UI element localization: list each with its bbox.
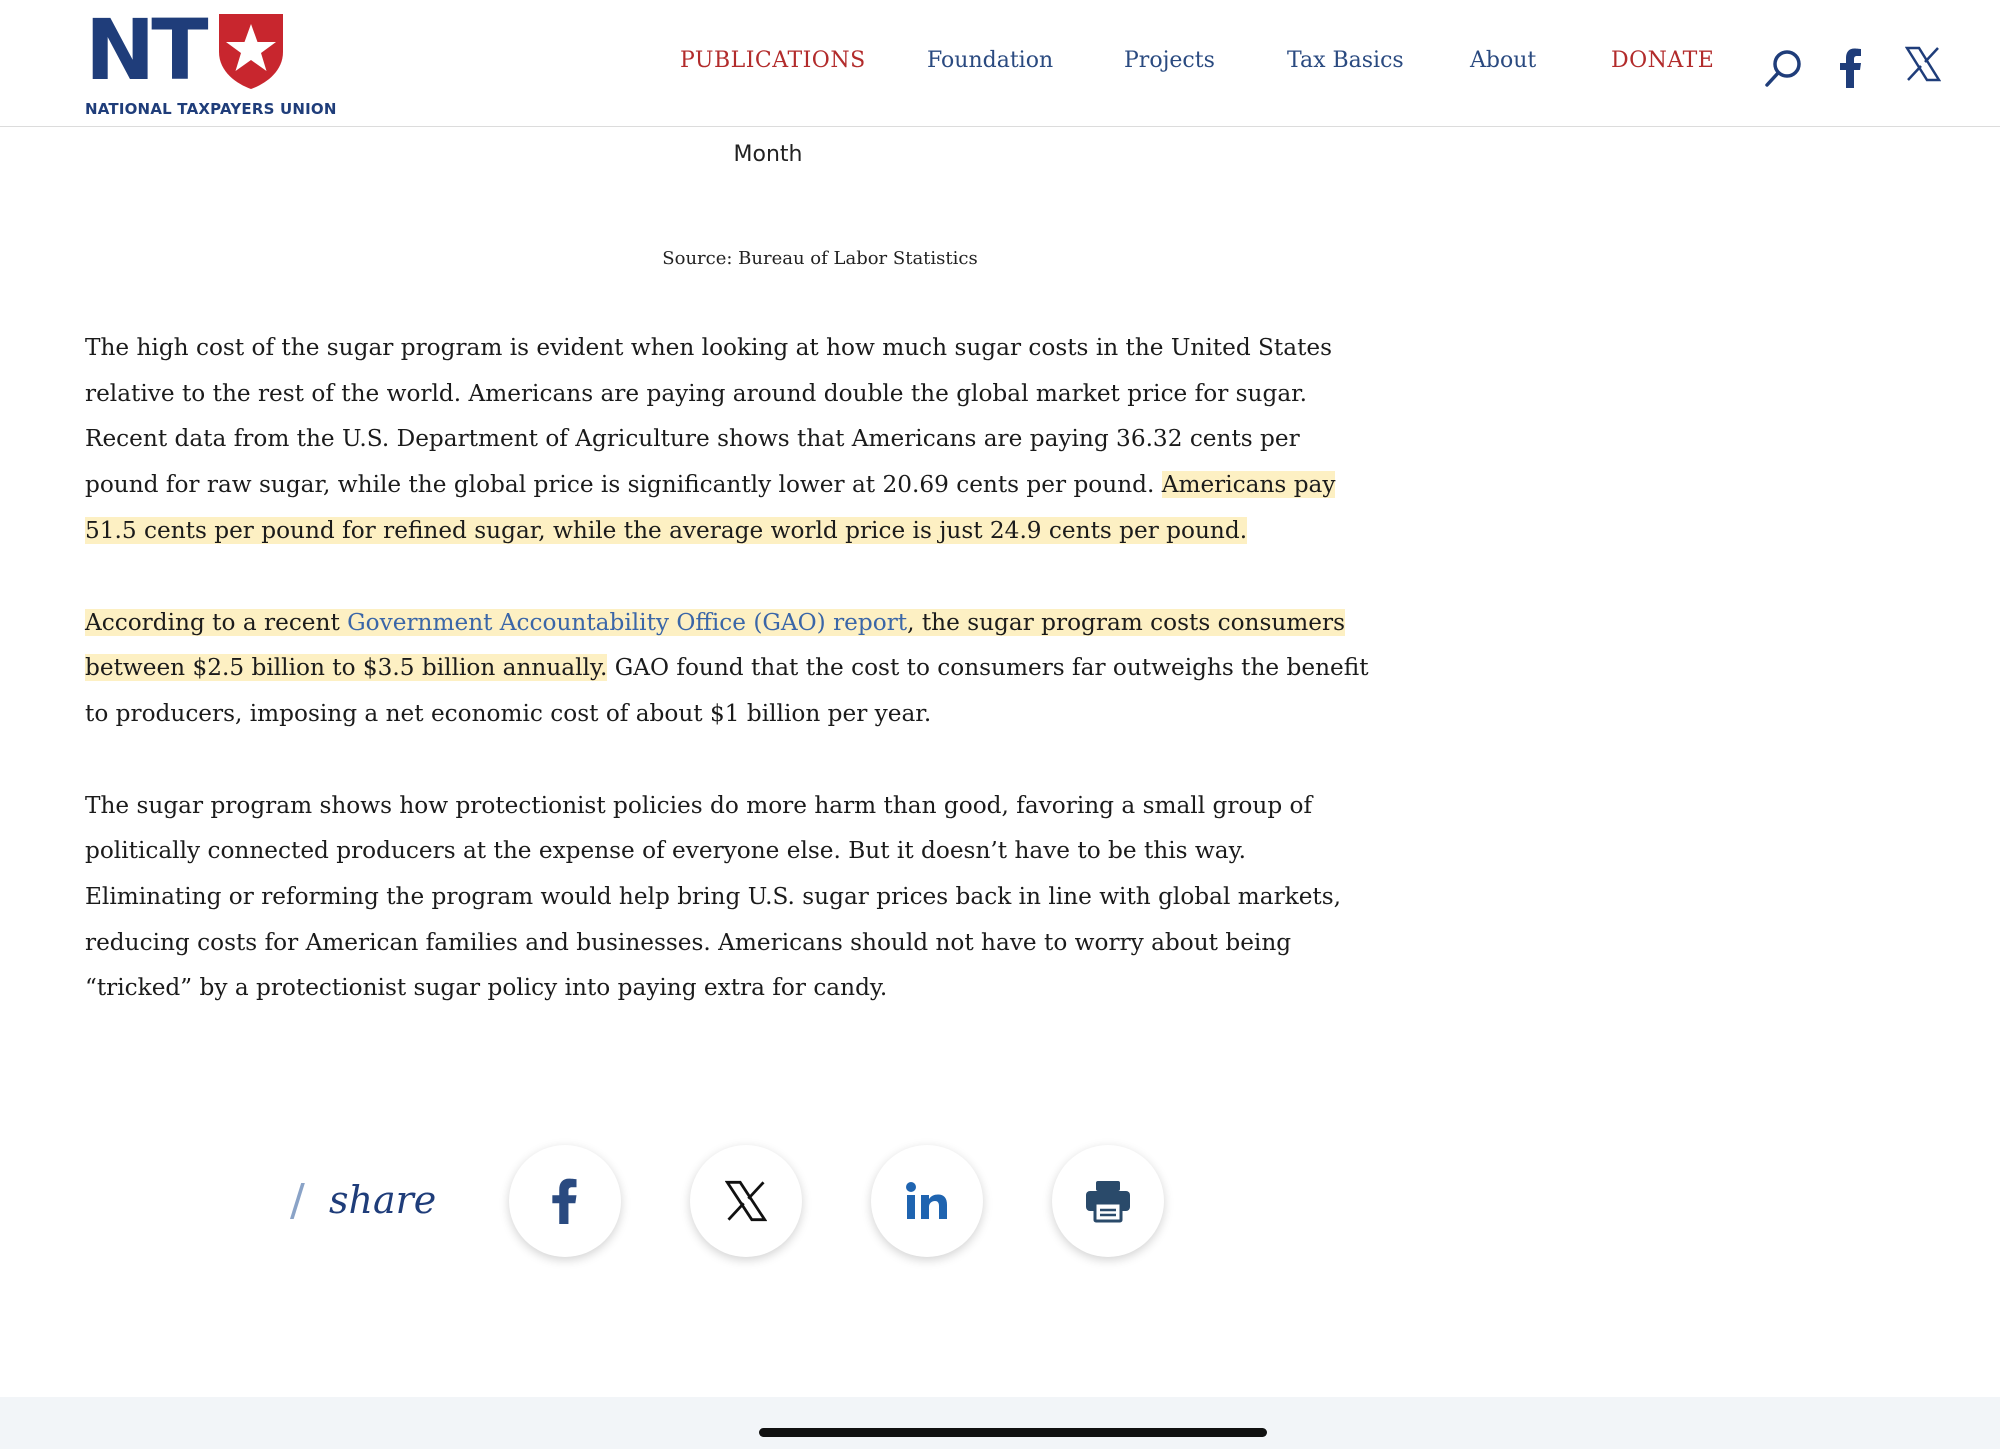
site-header — [0, 0, 2000, 127]
paragraph-2-highlight-start: According to a recent — [85, 608, 348, 636]
paragraph-1-text: The high cost of the sugar program is evident when looking at how much sugar costs in the United States relative to the rest of the world. Americans are paying around double the global market price for sugar. Recent data from the U.S. Department of Agriculture shows that Americans are paying 36.32 cents per pound for raw sugar, while the global price is significantly lower at 20.69 cents per pound. — [85, 334, 1333, 499]
paragraph-2-text: GAO found that the cost to consumers far outweighs the benefit to producers, imposing a net economic cost of about $1 billion per year. — [85, 654, 1369, 727]
facebook-icon — [552, 1178, 578, 1224]
share-label: share — [329, 1178, 437, 1222]
footer-band — [0, 1397, 2000, 1449]
linkedin-icon — [905, 1181, 949, 1221]
share-x-button[interactable] — [690, 1145, 802, 1257]
logo-letters: NT — [85, 1, 205, 99]
facebook-icon[interactable] — [1840, 48, 1862, 88]
nav-publications[interactable]: PUBLICATIONS — [680, 48, 866, 73]
chart-x-axis-label: Month — [733, 142, 803, 167]
chart-source: Source: Bureau of Labor Statistics — [662, 248, 978, 269]
ntu-logo[interactable] — [85, 1, 337, 118]
share-slash: / — [290, 1175, 305, 1226]
logo-subtitle: NATIONAL TAXPAYERS UNION — [85, 100, 337, 118]
logo-shield-star-icon — [215, 12, 287, 90]
share-facebook-button[interactable] — [509, 1145, 621, 1257]
paragraph-1-highlight: Americans pay 51.5 cents per pound for refined sugar, while the average world price is just 24.9 cents per pound. — [85, 471, 1336, 544]
share-print-button[interactable] — [1052, 1145, 1164, 1257]
print-icon — [1084, 1179, 1132, 1223]
nav-about[interactable]: About — [1470, 48, 1537, 73]
gao-report-link[interactable]: Government Accountability Office (GAO) report — [347, 608, 908, 636]
nav-projects[interactable]: Projects — [1124, 48, 1215, 73]
paragraph-2-highlight-end: , the sugar program costs consumers between $2.5 billion to $3.5 billion annually. — [85, 608, 1346, 682]
x-icon — [725, 1180, 767, 1222]
article-paragraph-1 — [85, 325, 1375, 554]
search-icon[interactable] — [1764, 48, 1804, 88]
x-icon[interactable] — [1905, 46, 1941, 82]
nav-tax-basics[interactable]: Tax Basics — [1287, 48, 1404, 73]
nav-foundation[interactable]: Foundation — [927, 48, 1054, 73]
home-indicator[interactable] — [759, 1428, 1267, 1437]
article-body — [85, 325, 1375, 1057]
article-paragraph-2 — [85, 600, 1375, 737]
nav-donate[interactable]: DONATE — [1611, 48, 1715, 73]
article-paragraph-3: The sugar program shows how protectionist policies do more harm than good, favoring a small group of politically connected producers at the expense of everyone else. But it doesn’t have to be this way. Eliminating or reforming the program would help bring U.S. sugar prices back in line with global markets, reducing costs for American families and businesses. Americans should not have to worry about being “tricked” by a protectionist sugar policy into paying extra for candy. — [85, 791, 1342, 1002]
share-linkedin-button[interactable] — [871, 1145, 983, 1257]
